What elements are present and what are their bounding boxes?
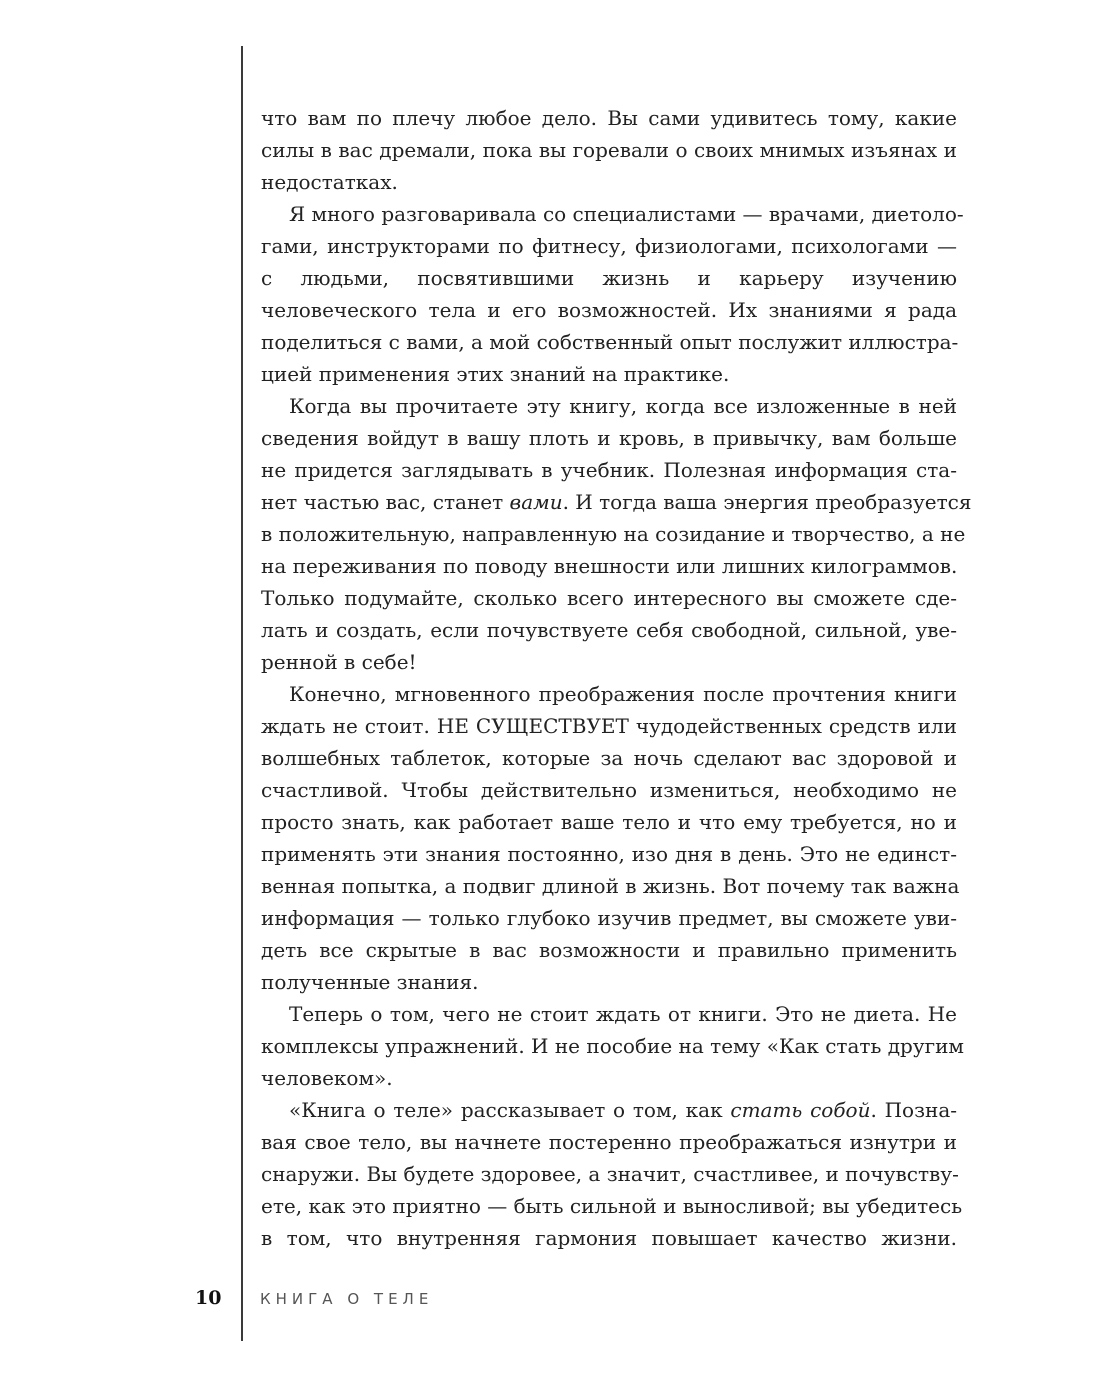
text-line: венная попытка, а подвиг длиной в жизнь. Вот почему так важна — [261, 874, 960, 898]
text-line: нет частью вас, станет вами. И тогда ваша энергия преобразуется — [261, 490, 972, 514]
text-line: сведения войдут в вашу плоть и кровь, в привычку, вам больше — [261, 426, 957, 450]
text-line: просто знать, как работает ваше тело и что ему требуется, но и — [261, 810, 957, 834]
text-line: «Книга о теле» рассказывает о том, как стать собой. Позна- — [289, 1098, 958, 1122]
text-line: лать и создать, если почувствуете себя свободной, сильной, уве- — [261, 618, 957, 642]
text-line: вая свое тело, вы начнете постеренно преображаться изнутри и — [261, 1130, 957, 1154]
text-line: снаружи. Вы будете здоровее, а значит, счастливее, и почувству- — [261, 1162, 959, 1186]
text-line: информация — только глубоко изучив предмет, вы сможете уви- — [261, 906, 957, 930]
text-line: деть все скрытые в вас возможности и правильно применить — [261, 938, 957, 962]
text-line: применять эти знания постоянно, изо дня в день. Это не единст- — [261, 842, 957, 866]
text-line: Только подумайте, сколько всего интересного вы сможете сде- — [261, 586, 957, 610]
text-line: в том, что внутренняя гармония повышает качество жизни. — [261, 1226, 957, 1250]
text-line: гами, инструкторами по фитнесу, физиологами, психологами — — [261, 234, 957, 258]
text-line: не придется заглядывать в учебник. Полезная информация ста- — [261, 458, 957, 482]
text-line: полученные знания. — [261, 970, 479, 994]
text-line: в положительную, направленную на созидание и творчество, а не — [261, 522, 966, 546]
italic-emphasis: вами — [509, 490, 563, 514]
text-line: Теперь о том, чего не стоит ждать от книги. Это не диета. Не — [289, 1002, 957, 1026]
text-line: Когда вы прочитаете эту книгу, когда все изложенные в ней — [289, 394, 957, 418]
text-line: цией применения этих знаний на практике. — [261, 362, 730, 386]
page-number: 10 — [195, 1287, 222, 1309]
text-line: волшебных таблеток, которые за ночь сделают вас здоровой и — [261, 746, 957, 770]
italic-emphasis: стать собой — [730, 1098, 871, 1122]
running-title: КНИГА О ТЕЛЕ — [260, 1290, 434, 1308]
text-line: Конечно, мгновенного преображения после прочтения книги — [289, 682, 957, 706]
text-line: недостатках. — [261, 170, 398, 194]
text-line: силы в вас дремали, пока вы горевали о своих мнимых изъянах и — [261, 138, 957, 162]
text-line: Я много разговаривала со специалистами — врачами, диетоло- — [289, 202, 964, 226]
text-line: человеческого тела и его возможностей. Их знаниями я рада — [261, 298, 957, 322]
text-line: комплексы упражнений. И не пособие на тему «Как стать другим — [261, 1034, 964, 1058]
text-line: поделиться с вами, а мой собственный опыт послужит иллюстра- — [261, 330, 959, 354]
margin-rule — [241, 46, 243, 1341]
text-line: человеком». — [261, 1066, 393, 1090]
text-line: ждать не стоит. НЕ СУЩЕСТВУЕТ чудодейственных средств или — [261, 714, 957, 738]
body-text — [261, 102, 972, 1254]
text-line: ете, как это приятно — быть сильной и выносливой; вы убедитесь — [261, 1194, 963, 1218]
text-line: счастливой. Чтобы действительно измениться, необходимо не — [261, 778, 957, 802]
text-line: что вам по плечу любое дело. Вы сами удивитесь тому, какие — [261, 106, 957, 130]
text-line: на переживания по поводу внешности или лишних килограммов. — [261, 554, 958, 578]
text-line: ренной в себе! — [261, 650, 417, 674]
text-line: с людьми, посвятившими жизнь и карьеру изучению — [261, 266, 957, 290]
